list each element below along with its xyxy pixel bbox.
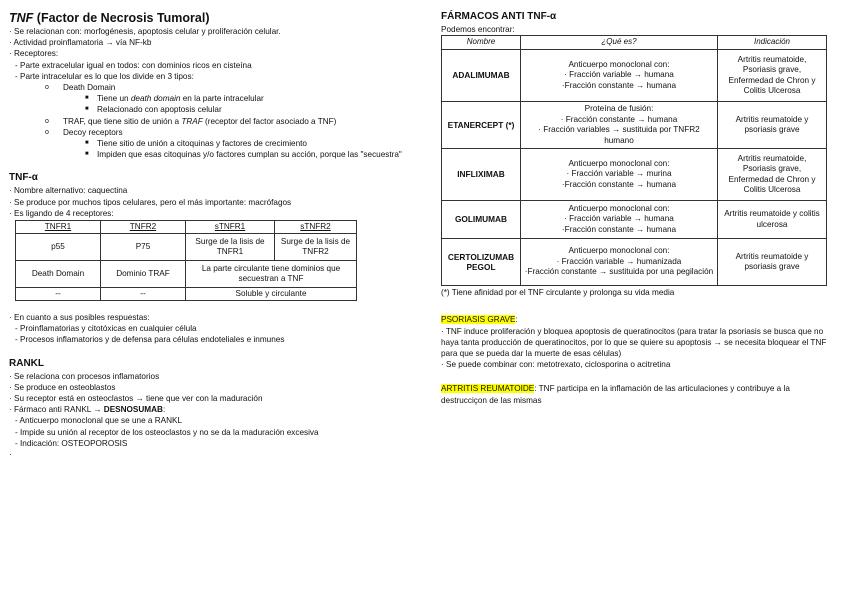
- tnfa-heading: TNF-α: [9, 172, 38, 184]
- text-line: · En cuanto a sus posibles respuestas:: [9, 313, 150, 323]
- text-line: - Proinflamatorias y citotóxicas en cualquier célula: [15, 324, 197, 334]
- text-line: - Anticuerpo monoclonal que se une a RANKL: [15, 416, 183, 426]
- drug-name: ADALIMUMAB: [442, 50, 521, 102]
- drug-indication: Artritis reumatoide y colitis ulcerosa: [718, 201, 827, 239]
- table-header: Nombre: [442, 36, 521, 50]
- text-line: · Se relaciona con procesos inflamatorios: [9, 371, 160, 381]
- decoy-item: o Decoy receptors: [9, 127, 449, 138]
- table-header: ¿Qué es?: [521, 36, 718, 50]
- decoy-sub: ■ Tiene sitio de unión a citoquinas y factores de crecimiento: [85, 139, 307, 149]
- drug-what: Anticuerpo monoclonal con: · Fracción variable → humana ·Fracción constante → humana: [521, 50, 718, 102]
- text-line: - Procesos inflamatorios y de defensa para células endoteliales e inmunes: [15, 335, 285, 345]
- table-row: [442, 50, 827, 102]
- text-line: - Parte intracelular es lo que los divide en 3 tipos:: [15, 71, 194, 81]
- receptors-table: [15, 220, 357, 301]
- traf-item: o TRAF, que tiene sitio de unión a TRAF (receptor del factor asociado a TNF): [9, 116, 449, 127]
- text-line: - Indicación: OSTEOPOROSIS: [15, 438, 128, 448]
- text-line: - Impide su unión al receptor de los osteoclastos y no se da la maduración excesiva: [15, 427, 319, 437]
- drug-indication: Artritis reumatoide y psoriasis grave: [718, 102, 827, 149]
- drug-what: Anticuerpo monoclonal con: · Fracción variable → humanizada ·Fracción constante → sustituida por una pegilación: [521, 239, 718, 286]
- table-cell: Surge de la lisis de TNFR1: [186, 234, 275, 261]
- rankl-drug-line: · Fármaco anti RANKL → DESNOSUMAB:: [9, 405, 166, 415]
- table-header: TNFR1: [16, 221, 101, 234]
- death-domain-sub: ■ Tiene un death domain en la parte intracelular: [85, 94, 264, 104]
- table-cell: Surge de la lisis de TNFR2: [275, 234, 357, 261]
- table-header: TNFR2: [101, 221, 186, 234]
- text-line: · Se produce en osteoblastos: [9, 382, 116, 392]
- drug-indication: Artritis reumatoide, Psoriasis grave, Enfermedad de Chron y Colitis Ulcerosa: [718, 50, 827, 102]
- decoy-sub: ■ Impiden que esas citoquinas y/o factores cumplan su acción, porque las "secuestra": [85, 150, 402, 160]
- drug-name: GOLIMUMAB: [442, 201, 521, 239]
- text-line: · Se produce por muchos tipos celulares, pero el más importante: macrófagos: [9, 197, 292, 207]
- table-cell: --: [101, 288, 186, 301]
- table-row: [442, 149, 827, 201]
- text-line: · Su receptor está en osteoclastos → tiene que ver con la maduración: [9, 394, 263, 404]
- psoriasis-text: · TNF induce proliferación y bloquea apoptosis de queratinocitos (para tratar la psoriasis se busca que no haya tanta producción de queratinocitos, por lo que se quiere su apoptosis → se necesita bloquear el TNF para que se pueda dar la muerte de esas células): [441, 326, 827, 359]
- left-column: [9, 10, 449, 460]
- drug-indication: Artritis reumatoide, Psoriasis grave, Enfermedad de Chron y Colitis Ulcerosa: [718, 149, 827, 201]
- trailing-dot: ·: [9, 450, 12, 460]
- death-domain-sub: ■ Relacionado con apoptosis celular: [85, 105, 222, 115]
- drug-indication: Artritis reumatoide y psoriasis grave: [718, 239, 827, 286]
- artritis-paragraph: ARTRITIS REUMATOIDE: TNF participa en la inflamación de las articulaciones y contribuye a la destrucciçon de las mismas: [441, 384, 790, 405]
- table-cell: La parte circulante tiene dominios que secuestran a TNF: [186, 261, 357, 288]
- rankl-heading: RANKL: [9, 357, 44, 369]
- drug-what: Anticuerpo monoclonal con: · Fracción variable → murina ·Fracción constante → humana: [521, 149, 718, 201]
- text-line: · Es ligando de 4 receptores:: [9, 208, 114, 218]
- table-cell: Death Domain: [16, 261, 101, 288]
- table-cell: Dominio TRAF: [101, 261, 186, 288]
- tnf-heading: TNF (Factor de Necrosis Tumoral): [9, 11, 210, 25]
- drugs-heading: FÁRMACOS ANTI TNF-α: [441, 11, 557, 22]
- drugs-table: [441, 35, 827, 286]
- death-domain-item: o Death Domain: [9, 82, 449, 93]
- drug-what: Proteína de fusión: · Fracción constante → humana · Fracción variables → sustituida por TNFR2 humano: [521, 102, 718, 149]
- text-line: · Se relacionan con: morfogénesis, apoptosis celular y proliferación celular.: [9, 27, 281, 36]
- text-line: · Nombre alternativo: caquectina: [9, 186, 128, 196]
- psoriasis-heading: PSORIASIS GRAVE:: [441, 315, 518, 325]
- drug-name: INFLIXIMAB: [442, 149, 521, 201]
- text-line: · Receptores:: [9, 49, 59, 59]
- table-row: [442, 102, 827, 149]
- footnote: (*) Tiene afinidad por el TNF circulante y prolonga su vida media: [441, 288, 675, 298]
- table-cell: --: [16, 288, 101, 301]
- drug-name: CERTOLIZUMAB PEGOL: [442, 239, 521, 286]
- table-header: sTNFR2: [275, 221, 357, 234]
- text-line: · Actividad proinflamatoria → vía NF-kb: [9, 38, 152, 48]
- table-header: Indicación: [718, 36, 827, 50]
- table-header: sTNFR1: [186, 221, 275, 234]
- drug-what: Anticuerpo monoclonal con: · Fracción variable → humana ·Fracción constante → humana: [521, 201, 718, 239]
- drugs-subtitle: Podemos encontrar:: [441, 25, 515, 34]
- text-line: - Parte extracelular igual en todos: con dominios ricos en cisteína: [15, 60, 252, 70]
- table-cell: p55: [16, 234, 101, 261]
- psoriasis-text-2: · Se puede combinar con: metotrexato, ciclosporina o acitretina: [441, 360, 671, 370]
- table-cell: Soluble y circulante: [186, 288, 357, 301]
- table-row: [442, 239, 827, 286]
- table-row: [442, 201, 827, 239]
- table-cell: P75: [101, 234, 186, 261]
- right-column: [441, 10, 841, 406]
- drug-name: ETANERCEPT (*): [442, 102, 521, 149]
